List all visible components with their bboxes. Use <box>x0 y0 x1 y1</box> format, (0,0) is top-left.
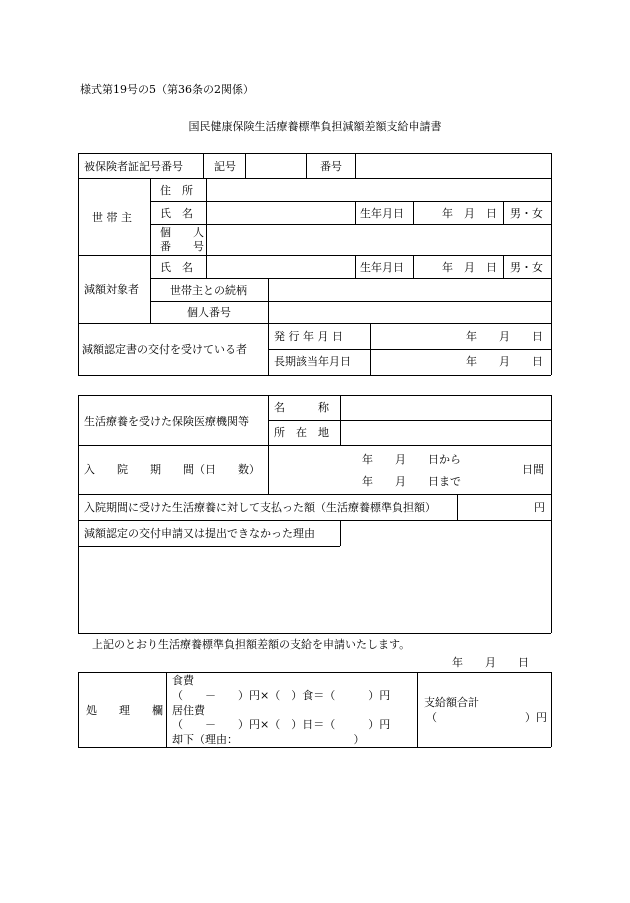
reason-label: 減額認定の交付申請又は提出できなかった理由 <box>84 527 315 540</box>
facility-name-label: 名 称 <box>274 401 329 414</box>
period-label: 入 院 期 間（日 数） <box>84 463 260 476</box>
address-label: 住 所 <box>160 184 193 197</box>
head-name-label: 氏 名 <box>160 207 193 220</box>
household-head-label: 世 帯 主 <box>92 211 132 224</box>
meal-label: 食費 <box>172 674 194 687</box>
target-dob-label: 生年月日 <box>360 261 404 274</box>
relation-label: 世帯主との続柄 <box>170 284 247 297</box>
period-from: 年 月 日から <box>362 453 461 466</box>
target-dob-value: 年 月 日 <box>442 261 497 274</box>
long-term-label: 長期該当年月日 <box>274 355 351 368</box>
total-label: 支給額合計 <box>424 696 479 709</box>
target-sex-options: 男・女 <box>510 261 543 274</box>
head-personal-label-1: 個 人 <box>160 226 204 239</box>
facility-label: 生活療養を受けた保険医療機関等 <box>84 415 249 428</box>
head-personal-label-2: 番 号 <box>160 240 204 253</box>
total-value: （ ）円 <box>426 711 547 724</box>
bango-label: 番号 <box>320 160 342 173</box>
target-label: 減額対象者 <box>84 283 139 296</box>
head-dob-label: 生年月日 <box>360 207 404 220</box>
paid-yen-unit: 円 <box>534 501 545 514</box>
declaration-text: 上記のとおり生活療養標準負担額差額の支給を申請いたします。 <box>92 638 411 651</box>
kigo-label: 記号 <box>214 160 236 173</box>
days-unit: 日間 <box>522 463 544 476</box>
page-title: 国民健康保険生活療養標準負担減額差額支給申請書 <box>188 120 442 133</box>
certificate-label: 減額認定書の交付を受けている者 <box>82 343 247 356</box>
meal-calc: （ － ）円×（ ）食＝（ ）円 <box>172 689 391 702</box>
personal-number-label: 個人番号 <box>187 306 231 319</box>
issue-date-label: 発 行 年 月 日 <box>274 330 343 343</box>
stay-label: 居住費 <box>172 704 205 717</box>
head-sex-options: 男・女 <box>510 207 543 220</box>
issue-date-value: 年 月 日 <box>466 330 543 343</box>
form-number: 様式第19号の5（第36条の2関係） <box>80 83 254 96</box>
target-name-label: 氏 名 <box>160 261 193 274</box>
long-term-value: 年 月 日 <box>466 355 543 368</box>
paid-amount-label: 入院期間に受けた生活療養に対して支払った額（生活療養標準負担額） <box>84 501 436 514</box>
rejection-reason: 却下（理由： ） <box>172 733 365 746</box>
process-label: 処 理 欄 <box>86 704 163 717</box>
facility-address-label: 所 在 地 <box>274 426 329 439</box>
insured-card-label: 被保険者証記号番号 <box>84 160 183 173</box>
head-dob-value: 年 月 日 <box>442 207 497 220</box>
declaration-date: 年 月 日 <box>452 656 529 669</box>
stay-calc: （ － ）円×（ ）日＝（ ）円 <box>172 718 391 731</box>
period-to: 年 月 日まで <box>362 475 461 488</box>
